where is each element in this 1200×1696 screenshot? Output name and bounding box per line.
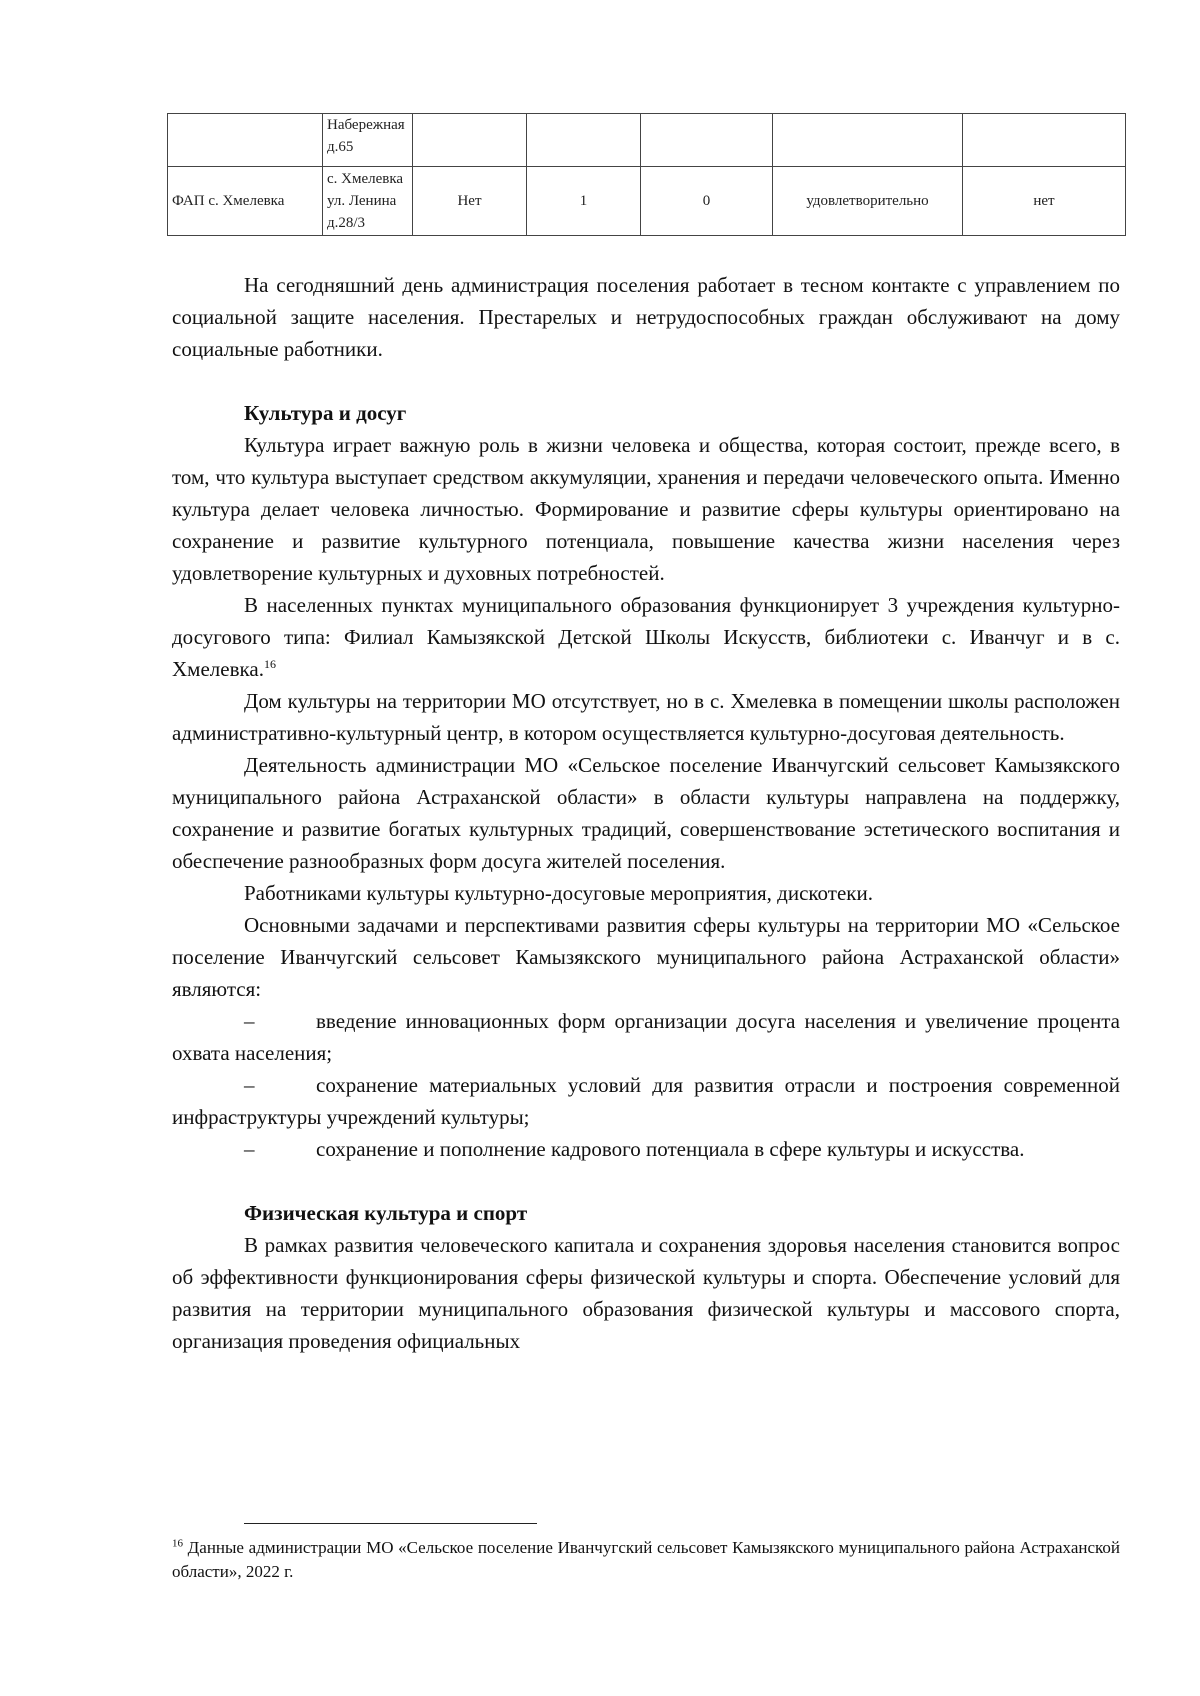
- section-heading: Физическая культура и спорт: [244, 1201, 528, 1225]
- list-item: [172, 1069, 1120, 1133]
- list-item-text: сохранение и пополнение кадрового потенциала в сфере культуры и искусства.: [316, 1137, 1025, 1161]
- paragraph-text: В населенных пунктах муниципального образования функционирует 3 учреждения культурно-досугового типа: Филиал Камызякской Детской Школы Искусств, библиотеки с. Иванчуг и в с. Хмелевка.: [172, 593, 1120, 681]
- table-cell: нет: [963, 167, 1126, 236]
- list-item-text: введение инновационных форм организации досуга населения и увеличение процента охвата населения;: [172, 1009, 1120, 1065]
- dash-bullet: –: [244, 1009, 255, 1033]
- facilities-table: [167, 113, 1126, 236]
- table-cell: [963, 114, 1126, 167]
- section-heading: Культура и досуг: [244, 401, 407, 425]
- paragraph: Дом культуры на территории МО отсутствует, но в с. Хмелевка в помещении школы расположен административно-культурный центр, в котором осуществляется культурно-досуговая деятельность.: [172, 689, 1120, 745]
- paragraph: На сегодняшний день администрация поселения работает в тесном контакте с управлением по социальной защите населения. Престарелых и нетрудоспособных граждан обслуживают на дому социальные работники.: [172, 273, 1120, 361]
- dash-bullet: –: [244, 1137, 255, 1161]
- paragraph: Основными задачами и перспективами развития сферы культуры на территории МО «Сельское поселение Иванчугский сельсовет Камызякского муниципального района Астраханской области» являются:: [172, 913, 1120, 1001]
- list-item-text: сохранение материальных условий для развития отрасли и построения современной инфраструктуры учреждений культуры;: [172, 1073, 1120, 1129]
- address-line: д.28/3: [327, 215, 366, 231]
- table-cell: Нет: [413, 167, 527, 236]
- table-cell-address: [323, 167, 413, 236]
- paragraph: Деятельность администрации МО «Сельское поселение Иванчугский сельсовет Камызякского муниципального района Астраханской области» в области культуры направлена на поддержку, сохранение и развитие богатых культурных традиций, совершенствование эстетического воспитания и обеспечение разнообразных форм досуга жителей поселения.: [172, 753, 1120, 873]
- paragraph: [172, 589, 1120, 685]
- table-cell-address: [323, 114, 413, 167]
- address-line: Набережная: [327, 117, 405, 133]
- table-cell: [168, 114, 323, 167]
- address-line: д.65: [327, 139, 354, 155]
- address-line: ул. Ленина: [327, 193, 397, 209]
- table-row: [168, 167, 1126, 236]
- table-cell: 0: [641, 167, 773, 236]
- table-cell: [773, 114, 963, 167]
- table-cell: [641, 114, 773, 167]
- list-item: [172, 1133, 1120, 1165]
- footnote-separator: [244, 1523, 537, 1524]
- table-cell: [413, 114, 527, 167]
- list-item: [172, 1005, 1120, 1069]
- table-row: [168, 114, 1126, 167]
- footnote-text: Данные администрации МО «Сельское поселение Иванчугский сельсовет Камызякского муниципального района Астраханской области», 2022 г.: [172, 1538, 1120, 1581]
- dash-bullet: –: [244, 1073, 255, 1097]
- paragraph: Работниками культуры культурно-досуговые мероприятия, дискотеки.: [244, 881, 873, 905]
- table-cell: 1: [527, 167, 641, 236]
- table-cell: удовлетворительно: [773, 167, 963, 236]
- footnote-number: 16: [172, 1537, 183, 1550]
- footnote: [172, 1536, 1120, 1584]
- table-cell: [527, 114, 641, 167]
- table-cell-name: ФАП с. Хмелевка: [168, 167, 323, 236]
- footnote-ref: 16: [263, 657, 276, 671]
- address-line: с. Хмелевка: [327, 171, 404, 187]
- paragraph: Культура играет важную роль в жизни человека и общества, которая состоит, прежде всего, в том, что культура выступает средством аккумуляции, хранения и передачи человеческого опыта. Именно культура делает человека личностью. Формирование и развитие сферы культуры ориентировано на сохранение и развитие культурного потенциала, повышение качества жизни населения через удовлетворение культурных и духовных потребностей.: [172, 433, 1120, 585]
- body-text: [172, 269, 1120, 1357]
- paragraph: В рамках развития человеческого капитала и сохранения здоровья населения становится вопрос об эффективности функционирования сферы физической культуры и спорта. Обеспечение условий для развития на территории муниципального образования физической культуры и массового спорта, организация проведения официальных: [172, 1233, 1120, 1353]
